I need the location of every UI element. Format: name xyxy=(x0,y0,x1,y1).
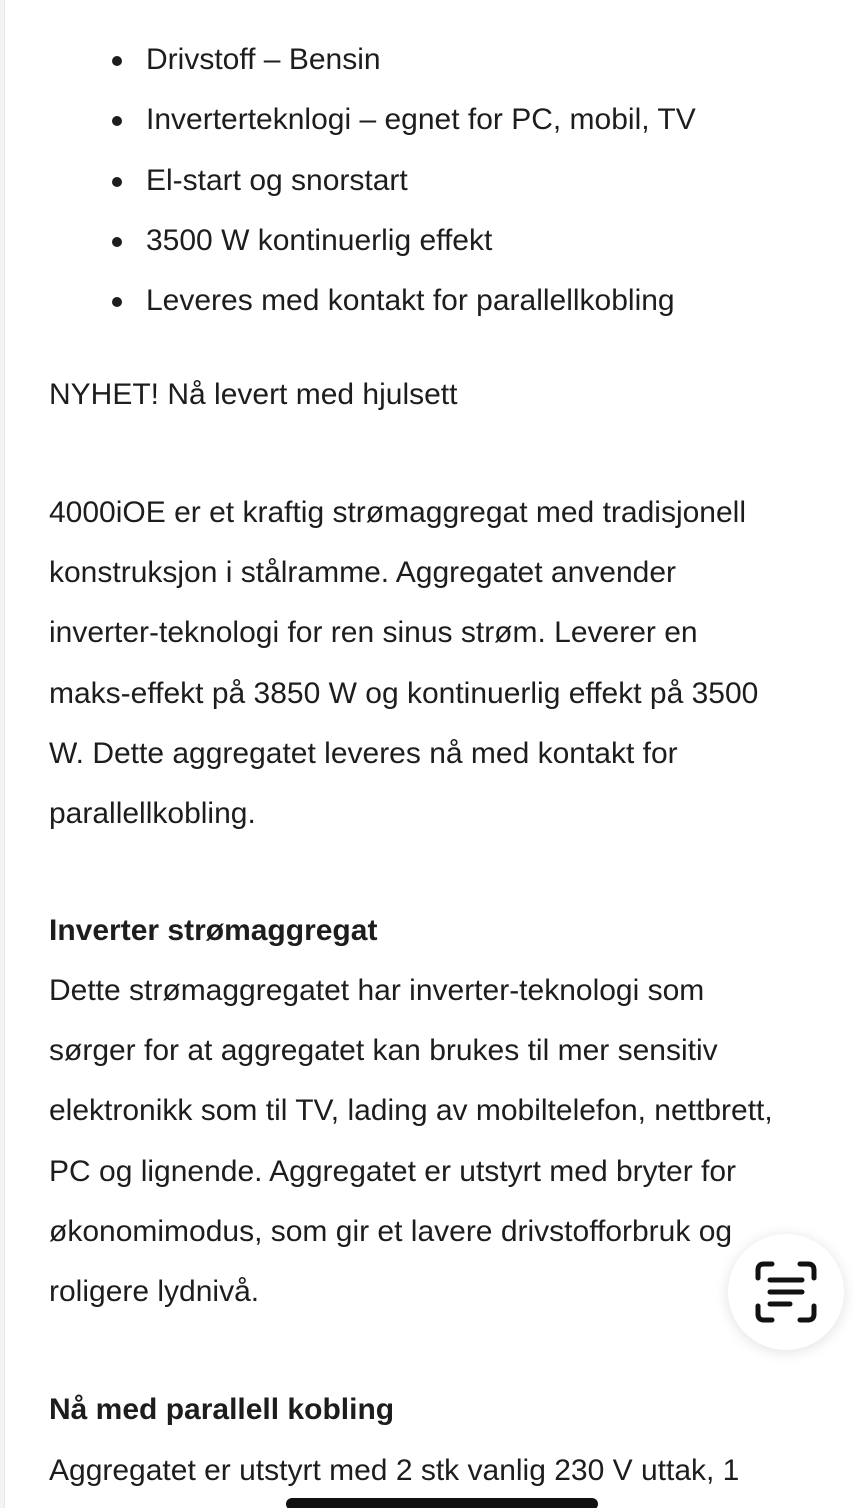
feature-item: El-start og snorstart xyxy=(49,151,696,211)
bullet-icon xyxy=(112,177,122,187)
feature-item: 3500 W kontinuerlig effekt xyxy=(49,211,696,271)
text-line: inverter-teknologi for ren sinus strøm. Leverer en xyxy=(49,616,698,650)
live-text-scan-button[interactable] xyxy=(728,1234,844,1350)
text-line: økonomimodus, som gir et lavere drivstofforbruk og xyxy=(49,1214,733,1248)
inverter-paragraph xyxy=(49,961,849,1322)
live-text-scan-icon xyxy=(754,1260,818,1324)
feature-item: Leveres med kontakt for parallellkobling xyxy=(49,271,696,331)
text-line: roligere lydnivå. xyxy=(49,1275,260,1309)
bullet-icon xyxy=(112,237,122,247)
text-line: sørger for at aggregatet kan brukes til mer sensitiv xyxy=(49,1034,718,1068)
home-indicator[interactable] xyxy=(286,1498,598,1508)
text-line: Aggregatet er utstyrt med 2 stk vanlig 230 V uttak, 1 xyxy=(49,1454,740,1487)
bullet-icon xyxy=(112,297,122,307)
section-heading-parallel: Nå med parallell kobling xyxy=(49,1393,395,1426)
text-line: 4000iOE er et kraftig strømaggregat med tradisjonell xyxy=(49,496,746,529)
text-line: PC og lignende. Aggregatet er utstyrt med bryter for xyxy=(49,1154,737,1188)
bullet-icon xyxy=(112,116,122,126)
bullet-icon xyxy=(112,56,122,66)
feature-item: Drivstoff – Bensin xyxy=(49,30,696,90)
parallel-paragraph xyxy=(49,1441,849,1501)
text-line: Dette strømaggregatet har inverter-teknologi som xyxy=(49,974,705,1007)
intro-paragraph xyxy=(49,483,849,844)
text-line: konstruksjon i stålramme. Aggregatet anvender xyxy=(49,556,676,590)
section-heading-inverter: Inverter strømaggregat xyxy=(49,914,378,947)
text-line: elektronikk som til TV, lading av mobiltelefon, nettbrett, xyxy=(49,1094,773,1128)
feature-list xyxy=(49,30,696,331)
feature-item: Inverterteknlogi – egnet for PC, mobil, TV xyxy=(49,90,696,150)
text-line: W. Dette aggregatet leveres nå med kontakt for xyxy=(49,736,678,770)
text-line: maks-effekt på 3850 W og kontinuerlig effekt på 3500 xyxy=(49,676,759,710)
news-line: NYHET! Nå levert med hjulsett xyxy=(49,378,458,411)
text-line: parallellkobling. xyxy=(49,797,256,831)
